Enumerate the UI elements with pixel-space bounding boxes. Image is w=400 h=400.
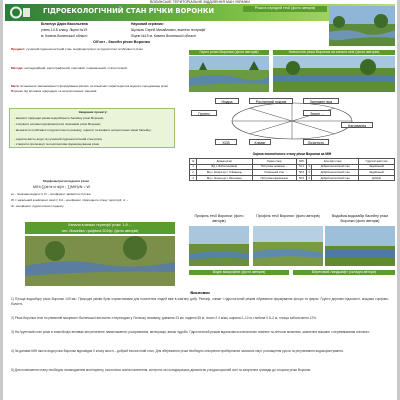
- table-cell: II: [308, 165, 311, 169]
- table-cell: 61.1: [296, 164, 306, 170]
- evaluation-table: [189, 158, 395, 181]
- table-cell: 56.5: [296, 175, 306, 181]
- table-cell: 2: [190, 170, 197, 176]
- river-mouth-photo: [189, 56, 269, 92]
- table-cell: Від с. Косари до с. Тойжевець: [197, 170, 253, 176]
- diagram-box-1: Ніздра: [215, 98, 239, 104]
- table-cell: Від с. Зелена до с. Вільшанка: [197, 175, 253, 181]
- indices-note-2: W = загальний коефіцієнт якості; Σd – коефіцієнт природного стану території; сі –: [11, 198, 128, 202]
- supervisor-title: Науковий керівник:: [131, 22, 164, 26]
- table-cell: Добрий екологічний стан: [312, 175, 359, 181]
- table-cell: Поступове відновлення: [252, 175, 296, 181]
- table-cell: II: [308, 176, 311, 180]
- table-cell: Від с. Бобли (верхів'я): [197, 164, 253, 170]
- object-line: Об'єкт - басейн річки Воронки: [93, 40, 150, 44]
- diagram-box-5: Землі ...: [303, 110, 331, 116]
- conclusion-item-2: 2) Річка Воронка тече по рівнинній місцевості Волинської височини з переходом у Поліську низовину, довжина 23 км, падіння 55 м, похил 2.4 м/км, ширина 2–10 м, глибина 0.5–2 м, площа заболочення 12%.: [11, 316, 317, 320]
- table-cell: Поступове зниження ...: [252, 164, 296, 170]
- man-logo-icon: [9, 5, 31, 20]
- task-item-4: - оцінити якість води та сучасний гідроекологічний стан річки;: [14, 137, 103, 141]
- caption-line: Канали в межах території річки: 1-й ...: [68, 223, 132, 227]
- conclusion-item-3: 3) На ґрунтовий стан річки в значній мірі впливає антропогенне навантаження: розорювання, меліорація, випас худоби. Гідрологічний режим відзначається весняною повінню та літньою меженню, живлення змішане з переважанням снігового.: [11, 330, 371, 334]
- river-canal-photo: [273, 56, 395, 92]
- photo-caption-left-lower: [25, 222, 175, 234]
- poster-title: ГІДРОЕКОЛОГІЧНИЙ СТАН РІЧКИ ВОРОНКИ: [43, 7, 215, 15]
- poster: [3, 0, 397, 400]
- methods-label: Методи:: [11, 66, 24, 70]
- photo-caption-bottom-center: Водні макрофіти (фото авторів): [189, 270, 289, 275]
- tasks-box: [9, 108, 175, 148]
- table-header: Оцінка стану: [252, 159, 296, 165]
- tasks-title: Завдання проекту:: [78, 110, 108, 114]
- indices-note-1: aі – показник водності; bі – коефіцієнт звивистості річки: [11, 192, 91, 196]
- methods-text: експедиційний, картографічний, описовий, порівняльний, статистичний.: [24, 66, 128, 70]
- diagram-box-2: Рослинний покрив: [249, 98, 293, 104]
- river-photo-top-right: [329, 6, 395, 46]
- task-item-1: - вивчити природні умови водозбірного басейну річки Воронки;: [14, 116, 105, 120]
- subject-label: Предмет:: [11, 47, 26, 51]
- indices-formula: МІН=∑(aі·bі·cі·dі)/n ; ∑(МІН)/N = W: [33, 185, 90, 189]
- author-class: учень 10-Б класу, Ліцею №19: [41, 28, 87, 32]
- photo-caption-profile-2: Профіль течії Воронки: (фото авторів): [256, 214, 320, 218]
- table-title: Оцінка екологічного стану річки Воронки за МІН: [252, 152, 332, 156]
- profile-photo-1: [189, 226, 249, 266]
- aim-text: встановити закономірності формування якісних та кількісних характеристик водного середовища річки Воронки під впливом природних та антропогенних чинників: [11, 84, 168, 93]
- table-cell: Задовільний: [359, 170, 395, 176]
- photo-caption-mid-left: Гирло річки Воронка (фото авторів): [189, 50, 269, 55]
- reservoir-photo: [325, 226, 395, 266]
- task-item-3: - визначити особливості гідрологічного режиму; оцінити та виявити антропогенні зміни басейну;: [14, 128, 152, 132]
- author-school: м. Ковель Волинської області: [41, 34, 88, 38]
- diagram-box-9: Нагрівання: [341, 122, 373, 128]
- conclusion-item-4: 4) За даними МІН якість води річки Воронки відповідає ІІ класу якості – добрий екологічний стан. Для збереження річки необхідно створення прибережних захисних смуг, розчищення русла та регулювання водокористування.: [11, 349, 344, 353]
- photo-caption-bottom-right: Водойма-водозабір басейну річки Воронки (фото авторів): [331, 214, 389, 223]
- conclusion-item-1: 1) Площа водозбору річки Воронки 149 км². Природні умови були сприятливими для поселення людей вже в кам'яну добу. Рельєф, клімат і гідрологічний режим обумовили формування флори та фауни. Ґрунти дерново-підзолисті, місцями торфово-болотні.: [11, 297, 389, 306]
- table-cell: Погіршений стан: [252, 170, 296, 176]
- aim-label: Мета:: [11, 84, 20, 88]
- canal-photo: [25, 236, 175, 286]
- table-cell: Задовільний: [359, 164, 395, 170]
- table-cell: 3: [190, 175, 197, 181]
- task-item-2: - з'ясувати основні морфометричні показники річки Воронки;: [14, 122, 101, 126]
- table-header: Гідрологічний стан: [359, 159, 395, 165]
- aim-paragraph: [11, 84, 171, 93]
- table-header: №: [190, 159, 197, 165]
- photo-caption-mid-right: Новосілля річки Воронка на каналі-лінії (фото авторів): [273, 50, 395, 55]
- conclusions-title: Висновки: [190, 290, 210, 295]
- conclusion-item-5: 5) Для поліпшення стану необхідно налагодження моніторингу, екологічна освіта населення, контроль за господарською діяльністю у водоохоронній зоні та залучення громади до охорони річки Воронки.: [11, 368, 312, 372]
- indices-note-3: dі - коефіцієнт гідрологічного індексу: [11, 204, 64, 208]
- supervisor-name: Шульгач Сергій Михайлович, вчитель географії: [131, 28, 206, 32]
- table-header: Категорія стану: [307, 159, 359, 165]
- photo-caption-top-right: Річка в середній течії (фото авторів): [243, 6, 327, 12]
- table-cell: 58.3: [296, 170, 306, 176]
- subject-paragraph: [11, 47, 171, 52]
- photo-caption-profile-1: Профіль течії Воронки: (фото авторів): [194, 214, 244, 223]
- diagram-box-8: Лісистість: [303, 139, 329, 145]
- table-header: Ділянка річки: [197, 159, 253, 165]
- organization-line: ВОЛИНСЬКЕ ТЕРИТОРІАЛЬНЕ ВІДДІЛЕННЯ МАН УКРАЇНИ: [150, 0, 250, 4]
- table-header: МІН: [296, 159, 306, 165]
- diagram-box-7: Клімат: [249, 139, 271, 145]
- table-cell: Добрий екологічний стан: [312, 170, 359, 176]
- diagram-box-4: Грунти: [191, 110, 217, 116]
- supervisor-place: Ліцею №19 м. Ковеля Волинської області: [131, 34, 197, 38]
- diagram-box-6: ХСВ: [215, 139, 237, 145]
- diagram-box-3: Заплавні ліси: [303, 98, 339, 104]
- table-cell: 1: [190, 164, 197, 170]
- author-name: Білянчук Дарія Васильевна: [41, 22, 88, 26]
- profile-photo-2: [253, 226, 323, 266]
- table-cell: Добрий екологічний стан: [312, 164, 359, 170]
- task-item-5: - створити пропозиції та перспективи функціонування річки: [14, 142, 100, 146]
- table-row: [190, 175, 395, 181]
- methods-paragraph: [11, 66, 171, 71]
- photo-caption-bottom-center-2: Береговий ландшафт (складні автори): [293, 270, 395, 275]
- table-cell: Добрий: [359, 175, 395, 181]
- caption-line: сел. Можейка, графічна 2019р. (фото авторів): [61, 229, 139, 233]
- subject-text: сучасний гідроекологічний стан, морфометричні та гідрологічні особливості річки: [26, 47, 143, 51]
- table-cell: II: [308, 170, 311, 174]
- indices-title: Морфометричні індекси річки: [43, 179, 89, 183]
